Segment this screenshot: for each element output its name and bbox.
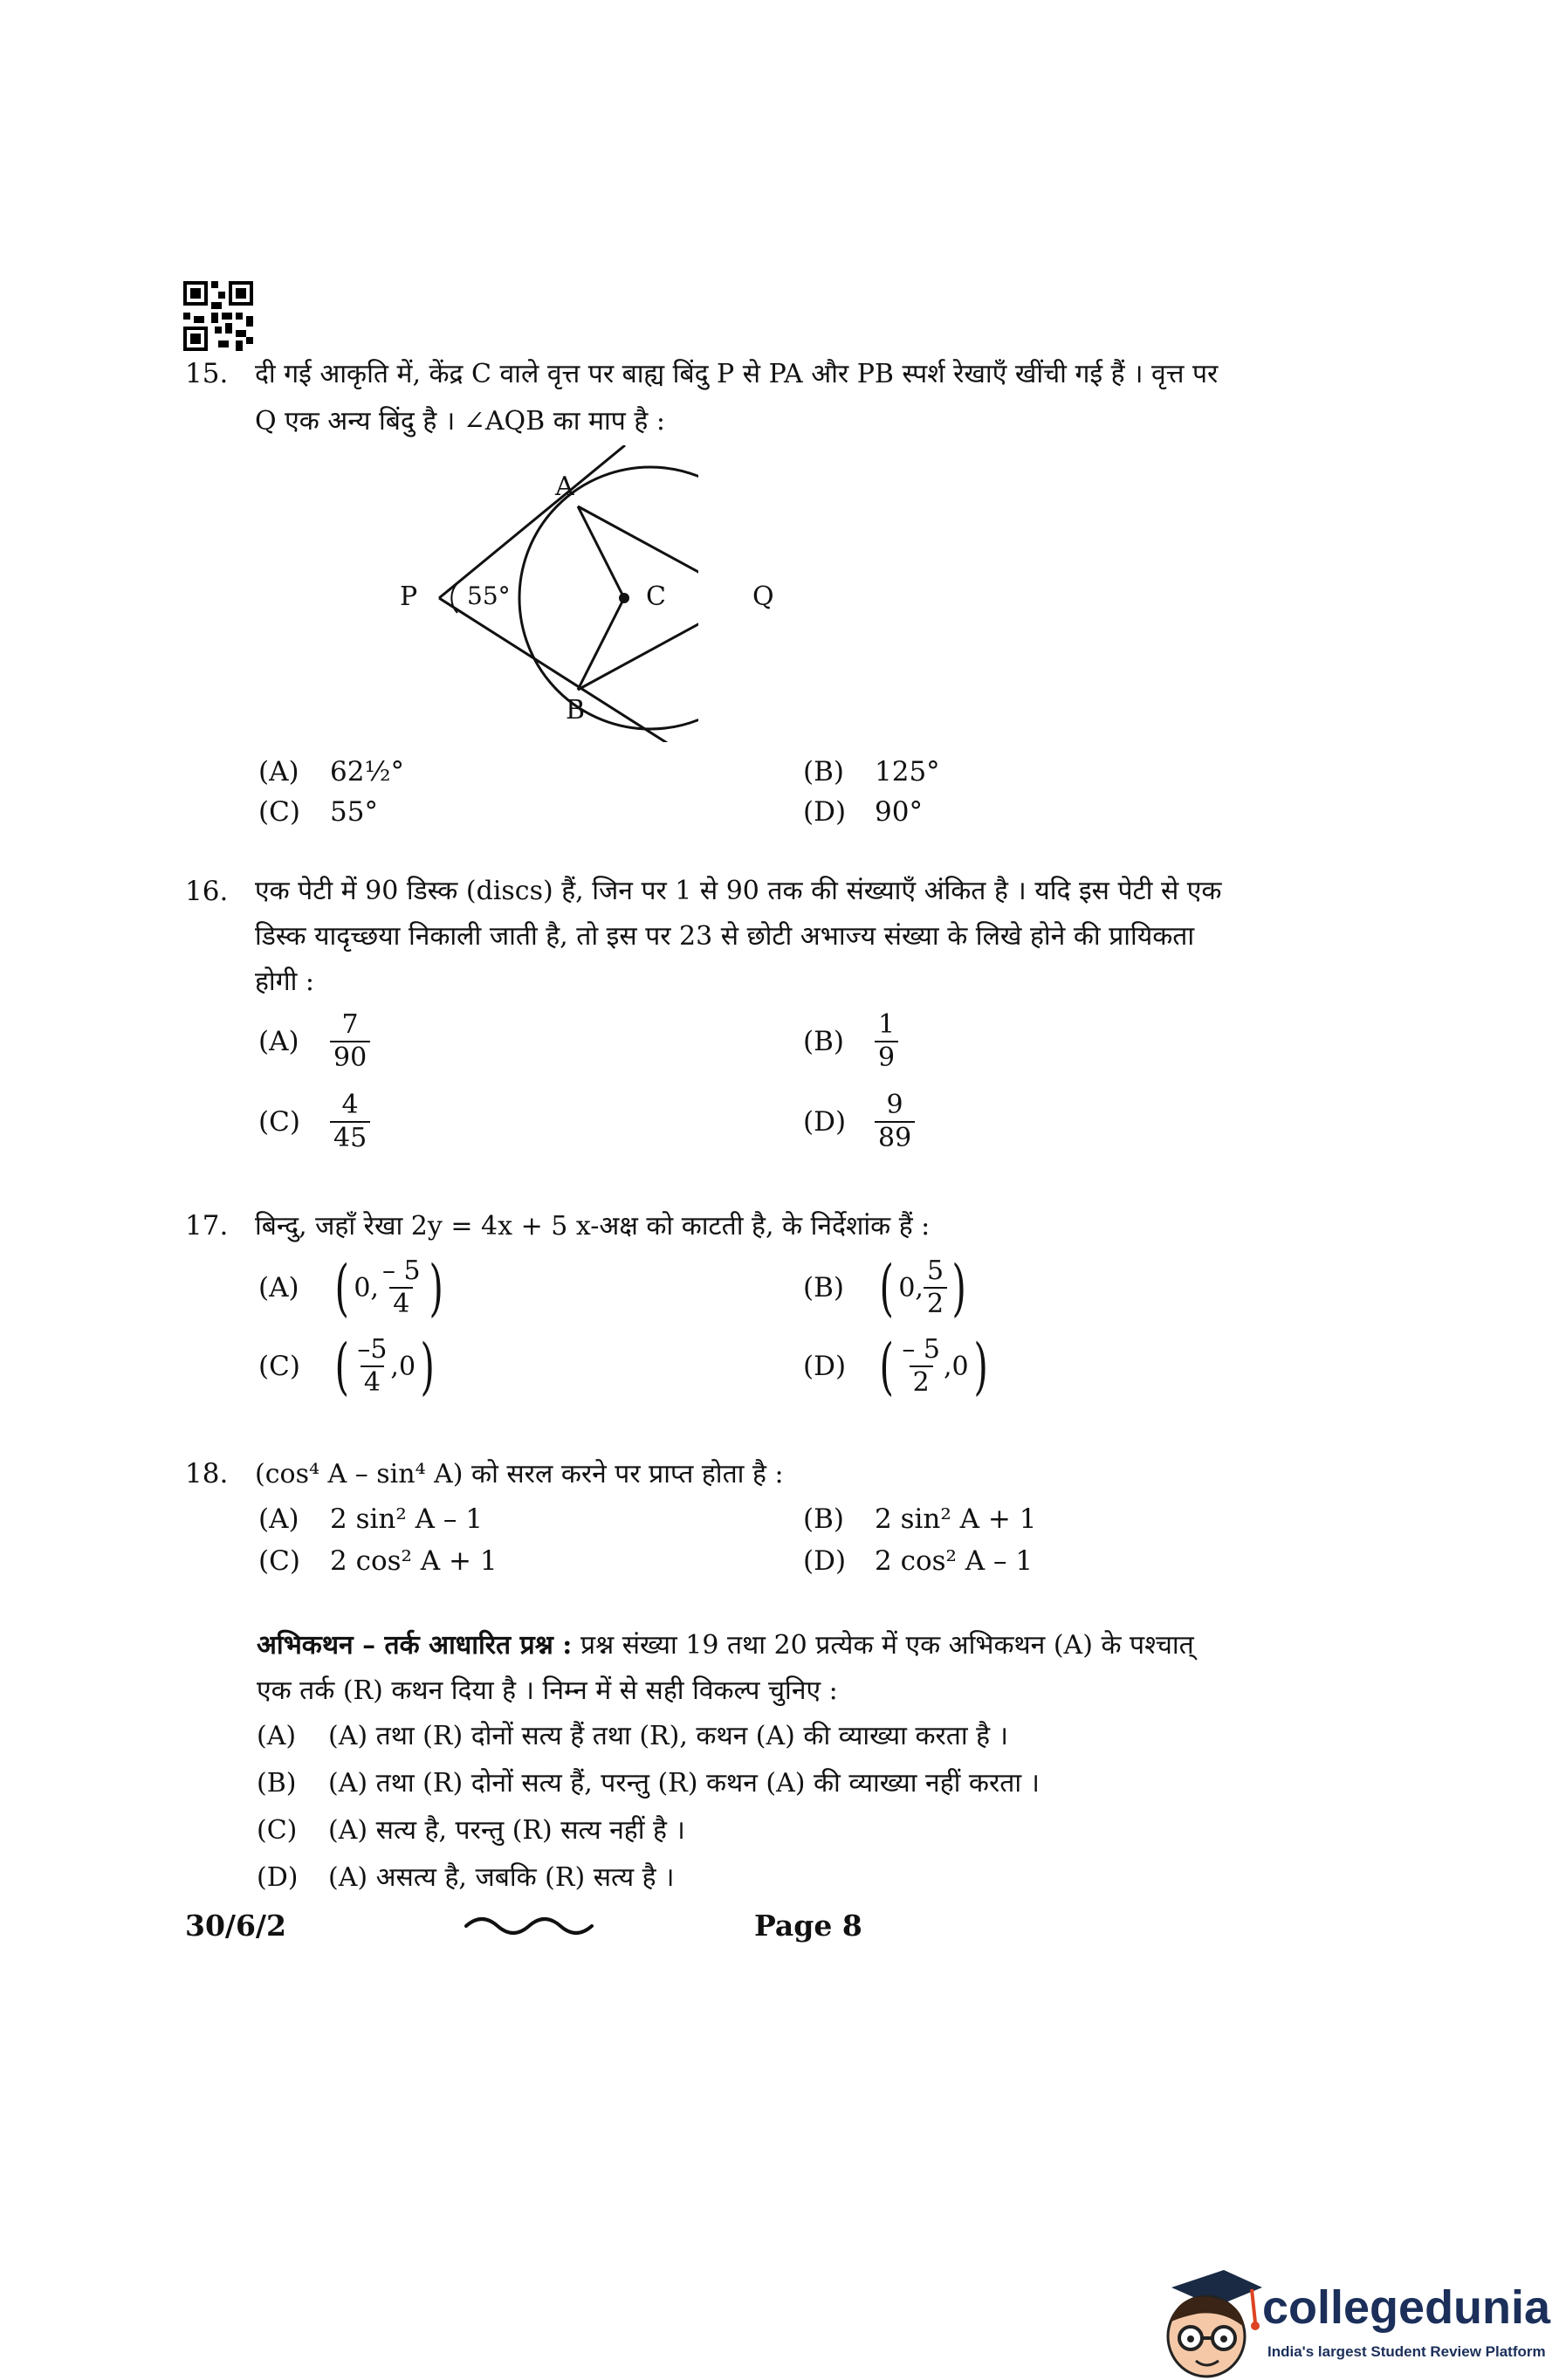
- option-text: 2 cos² A + 1: [330, 1545, 498, 1577]
- option-text: 125°: [875, 756, 940, 788]
- question-text: दी गई आकृति में, केंद्र C वाले वृत्त पर बाह्य बिंदु P से PA और PB स्पर्श रेखाएँ खींची गई हैं । वृत्त पर: [255, 359, 1219, 389]
- assertion-option-d: [257, 1854, 674, 1902]
- option-label: (C): [258, 1106, 300, 1138]
- option-d[interactable]: [803, 1090, 915, 1154]
- option-label: (D): [257, 1862, 299, 1893]
- denominator: 45: [330, 1121, 370, 1154]
- option-text: 62½°: [330, 756, 404, 788]
- assertion-option-b: [257, 1760, 1040, 1807]
- figure-label-c: C: [646, 581, 666, 612]
- option-b[interactable]: [803, 1009, 898, 1074]
- numerator: 5: [926, 1255, 944, 1286]
- option-text: (A) असत्य है, जबकि (R) सत्य है ।: [328, 1862, 675, 1893]
- option-label: (D): [803, 796, 847, 828]
- numerator: 7: [341, 1009, 359, 1040]
- question-text: (cos⁴ A – sin⁴ A) को सरल करने पर प्राप्त होता है :: [255, 1459, 784, 1489]
- option-a[interactable]: [258, 756, 404, 788]
- option-label: (A): [258, 1272, 299, 1303]
- option-label: (D): [803, 1351, 847, 1382]
- option-c[interactable]: [258, 1331, 439, 1402]
- qr-code: [183, 281, 253, 351]
- coordinate-pair: ( 0, $\frac{- 5}{4}$ ): [334, 1252, 443, 1324]
- brand-tagline: India's largest Student Review Platform: [1267, 2343, 1546, 2360]
- option-text: (A) सत्य है, परन्तु (R) सत्य नहीं है ।: [328, 1815, 685, 1846]
- assertion-option-c: [257, 1807, 685, 1854]
- denominator: 90: [330, 1041, 370, 1074]
- option-text: (A) तथा (R) दोनों सत्य हैं, परन्तु (R) कथन (A) की व्याख्या नहीं करता ।: [328, 1768, 1040, 1799]
- figure-angle-label: 55°: [467, 581, 511, 610]
- numerator: 1: [878, 1009, 896, 1040]
- option-d[interactable]: [803, 1545, 1033, 1577]
- numerator: – 5: [902, 1334, 940, 1365]
- option-label: (C): [258, 796, 300, 828]
- option-label: (C): [257, 1815, 298, 1846]
- denominator: 4: [361, 1365, 384, 1399]
- question-text: होगी :: [255, 966, 315, 997]
- question-text: डिस्क यादृच्छया निकाली जाती है, तो इस पर 23 से छोटी अभाज्य संख्या के लिखे होने की प्रायिकता: [255, 921, 1195, 952]
- figure-label-a: A: [555, 471, 574, 502]
- option-text: (A) तथा (R) दोनों सत्य हैं तथा (R), कथन (A) की व्याख्या करता है ।: [328, 1721, 1008, 1751]
- coordinate-prefix: 0,: [354, 1272, 379, 1303]
- option-d[interactable]: [803, 796, 923, 828]
- figure-label-p: P: [400, 581, 418, 612]
- option-label: (D): [803, 1106, 847, 1138]
- option-label: (C): [258, 1351, 300, 1382]
- option-b[interactable]: [803, 1503, 1036, 1535]
- coordinate-suffix: ,0: [390, 1351, 416, 1382]
- option-label: (D): [803, 1545, 847, 1577]
- option-b[interactable]: [803, 1252, 971, 1324]
- fraction: [354, 1334, 390, 1399]
- coordinate-prefix: 0,: [898, 1272, 924, 1303]
- option-c[interactable]: [258, 1545, 498, 1577]
- option-label: (C): [258, 1545, 300, 1577]
- fraction: [875, 1090, 915, 1154]
- denominator: 2: [924, 1287, 947, 1320]
- option-b[interactable]: [803, 756, 940, 788]
- brand-logo: collegedunia: [1262, 2281, 1551, 2334]
- assertion-line: प्रश्न संख्या 19 तथा 20 प्रत्येक में एक अभिकथन (A) के पश्चात्: [580, 1630, 1194, 1661]
- coordinate-pair: ( $\frac{-5}{4}$ ,0 ): [334, 1331, 435, 1402]
- assertion-option-a: [257, 1713, 1008, 1760]
- option-label: (B): [803, 1503, 844, 1535]
- option-text: 90°: [875, 796, 923, 828]
- question-text: Q एक अन्य बिंदु है । ∠AQB का माप है :: [255, 406, 665, 437]
- question-number: 18.: [185, 1458, 229, 1489]
- fraction: [924, 1255, 947, 1320]
- fraction: [330, 1090, 370, 1154]
- option-label: (B): [803, 1026, 844, 1057]
- denominator: 89: [875, 1121, 915, 1154]
- option-label: (B): [803, 756, 844, 788]
- fraction: [330, 1009, 370, 1074]
- figure-label-q: Q: [752, 581, 774, 612]
- option-text: 2 sin² A + 1: [875, 1503, 1037, 1535]
- option-label: (A): [258, 756, 299, 788]
- option-text: 55°: [330, 796, 378, 828]
- option-c[interactable]: [258, 796, 378, 828]
- mascot-icon: [1154, 2253, 1267, 2380]
- question-number: 17.: [185, 1210, 229, 1242]
- wave-divider: [463, 1910, 602, 1942]
- option-d[interactable]: [803, 1331, 992, 1402]
- option-text: 2 cos² A – 1: [875, 1545, 1034, 1577]
- option-a[interactable]: [258, 1503, 483, 1535]
- option-label: (B): [803, 1272, 844, 1303]
- numerator: –5: [357, 1334, 388, 1365]
- paper-code: 30/6/2: [185, 1909, 286, 1943]
- fraction: [875, 1009, 898, 1074]
- option-label: (A): [258, 1503, 299, 1535]
- question-text: बिन्दु, जहाँ रेखा 2y = 4x + 5 x-अक्ष को काटती है, के निर्देशांक हैं :: [255, 1211, 931, 1242]
- question-number: 16.: [185, 876, 229, 907]
- question-number: 15.: [185, 358, 229, 389]
- option-a[interactable]: [258, 1252, 448, 1324]
- question-text: एक पेटी में 90 डिस्क (discs) हैं, जिन पर 1 से 90 तक की संख्याएँ अंकित है । यदि इस पेटी से एक: [255, 876, 1222, 906]
- coordinate-pair: ( 0, $\frac{5}{2}$ ): [879, 1252, 966, 1324]
- option-text: 2 sin² A – 1: [330, 1503, 483, 1535]
- denominator: 2: [910, 1365, 933, 1399]
- fraction: [379, 1255, 424, 1320]
- assertion-instructions: [257, 1622, 1322, 1669]
- denominator: 9: [875, 1041, 898, 1074]
- option-label: (B): [257, 1768, 297, 1799]
- numerator: 9: [886, 1090, 903, 1120]
- numerator: – 5: [381, 1255, 421, 1286]
- coordinate-pair: ( $\frac{- 5}{2}$ ,0 ): [879, 1331, 988, 1402]
- fraction: [898, 1334, 944, 1399]
- option-label: (A): [258, 1026, 299, 1057]
- figure-label-b: B: [566, 695, 586, 726]
- coordinate-suffix: ,0: [943, 1351, 969, 1382]
- page-number: Page 8: [754, 1909, 862, 1943]
- assertion-heading: अभिकथन – तर्क आधारित प्रश्न :: [257, 1630, 573, 1661]
- option-c[interactable]: [258, 1090, 370, 1154]
- option-label: (A): [257, 1721, 297, 1751]
- option-a[interactable]: [258, 1009, 370, 1074]
- assertion-line: एक तर्क (R) कथन दिया है । निम्न में से सही विकल्प चुनिए :: [257, 1675, 838, 1706]
- denominator: 4: [389, 1287, 413, 1320]
- numerator: 4: [341, 1090, 359, 1120]
